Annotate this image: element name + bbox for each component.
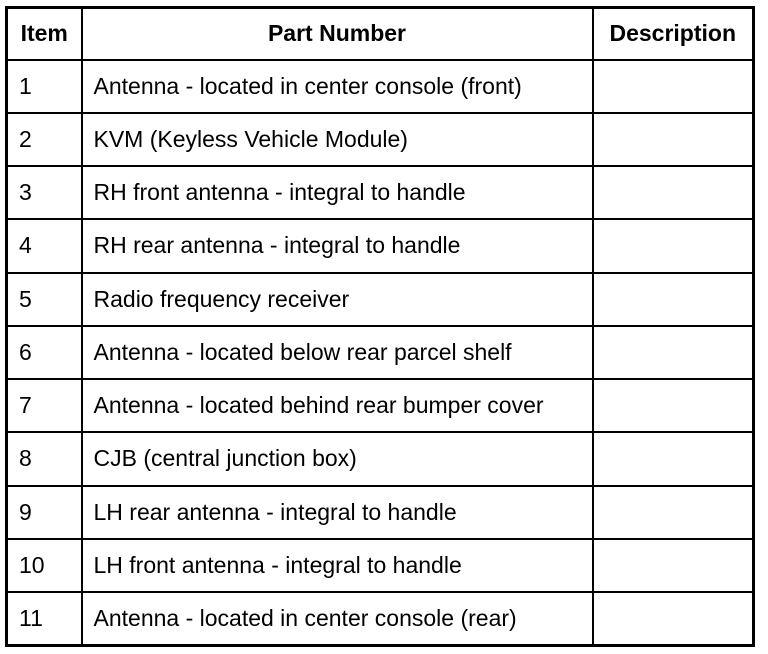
description-cell — [593, 219, 754, 272]
description-cell — [593, 592, 754, 645]
table-row — [7, 166, 754, 219]
item-number-cell: 9 — [7, 486, 82, 539]
description-cell — [593, 113, 754, 166]
item-number-cell: 8 — [7, 432, 82, 485]
part-number-cell: Antenna - located behind rear bumper cover — [82, 379, 593, 432]
part-number-cell: Antenna - located in center console (front) — [82, 60, 593, 113]
table-row — [7, 113, 754, 166]
table-row — [7, 592, 754, 645]
item-number-cell: 2 — [7, 113, 82, 166]
part-number-cell: CJB (central junction box) — [82, 432, 593, 485]
item-number-cell: 3 — [7, 166, 82, 219]
part-number-cell: RH rear antenna - integral to handle — [82, 219, 593, 272]
table-row — [7, 432, 754, 485]
table-row — [7, 326, 754, 379]
description-cell — [593, 486, 754, 539]
part-number-cell: LH rear antenna - integral to handle — [82, 486, 593, 539]
description-cell — [593, 432, 754, 485]
item-number-cell: 4 — [7, 219, 82, 272]
description-cell — [593, 273, 754, 326]
part-number-cell: Antenna - located in center console (rear) — [82, 592, 593, 645]
item-number-cell: 10 — [7, 539, 82, 592]
table-row — [7, 219, 754, 272]
item-number-cell: 5 — [7, 273, 82, 326]
description-cell — [593, 60, 754, 113]
table-row — [7, 486, 754, 539]
header-row — [7, 8, 754, 60]
item-number-cell: 6 — [7, 326, 82, 379]
table-row — [7, 60, 754, 113]
item-number-cell: 1 — [7, 60, 82, 113]
table-row — [7, 539, 754, 592]
description-cell — [593, 166, 754, 219]
header-description: Description — [593, 8, 754, 60]
item-number-cell: 11 — [7, 592, 82, 645]
table-row — [7, 273, 754, 326]
description-cell — [593, 379, 754, 432]
table-body — [7, 60, 754, 646]
part-number-cell: Radio frequency receiver — [82, 273, 593, 326]
table-row — [7, 379, 754, 432]
part-number-cell: Antenna - located below rear parcel shelf — [82, 326, 593, 379]
header-item: Item — [7, 8, 82, 60]
part-number-cell: RH front antenna - integral to handle — [82, 166, 593, 219]
parts-table — [5, 6, 755, 647]
part-number-cell: KVM (Keyless Vehicle Module) — [82, 113, 593, 166]
part-number-cell: LH front antenna - integral to handle — [82, 539, 593, 592]
item-number-cell: 7 — [7, 379, 82, 432]
description-cell — [593, 326, 754, 379]
description-cell — [593, 539, 754, 592]
header-part-number: Part Number — [82, 8, 593, 60]
